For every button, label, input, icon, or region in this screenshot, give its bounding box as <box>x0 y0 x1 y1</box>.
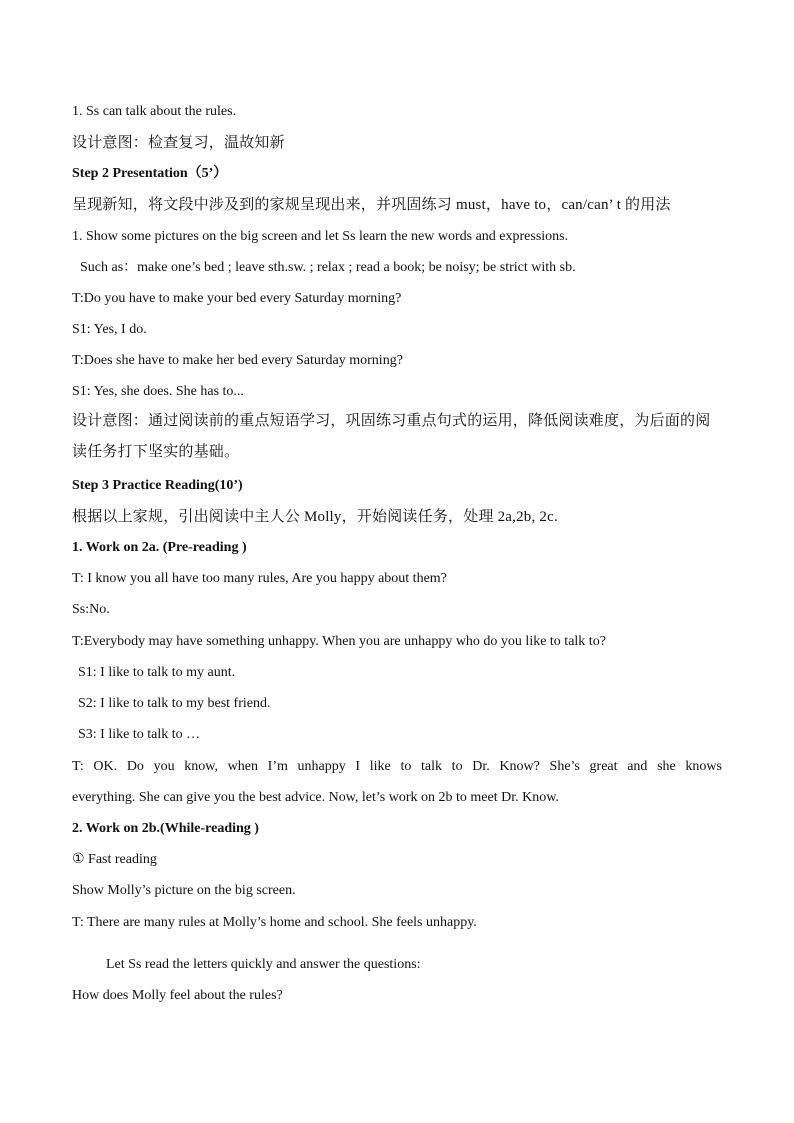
dialogue-student-answer-2: S1: Yes, she does. She has to... <box>72 384 244 399</box>
students-answer: Ss:No. <box>72 602 110 617</box>
step2-heading: Step 2 Presentation（5’） <box>72 166 228 181</box>
read-letters-instruction: Let Ss read the letters quickly and answer the questions: <box>106 957 421 972</box>
molly-feel-question: How does Molly feel about the rules? <box>72 988 283 1003</box>
design-intent-review: 设计意图：检查复习，温故知新 <box>72 135 285 151</box>
dialogue-teacher-question-2: T:Does she have to make her bed every Saturday morning? <box>72 353 403 368</box>
dialogue-student-answer-1: S1: Yes, I do. <box>72 322 147 337</box>
step3-heading: Step 3 Practice Reading(10’) <box>72 478 243 493</box>
presentation-description: 呈现新知，将文段中涉及到的家规呈现出来，并巩固练习 must，have to，can/can’ t 的用法 <box>72 197 671 213</box>
student2-answer: S2: I like to talk to my best friend. <box>78 696 271 711</box>
show-molly-picture: Show Molly’s picture on the big screen. <box>72 883 296 898</box>
teacher-unhappy-question: T:Everybody may have something unhappy. When you are unhappy who do you like to talk to? <box>72 634 606 649</box>
work-on-2b-heading: 2. Work on 2b.(While-reading ) <box>72 821 259 836</box>
reading-task-intro: 根据以上家规，引出阅读中主人公 Molly，开始阅读任务，处理 2a,2b, 2c. <box>72 509 558 525</box>
work-on-2a-heading: 1. Work on 2a. (Pre-reading ) <box>72 540 247 555</box>
teacher-molly-rules: T: There are many rules at Molly’s home and school. She feels unhappy. <box>72 915 477 930</box>
teacher-dr-know-line-1: T: OK. Do you know, when I’m unhappy I like to talk to Dr. Know? She’s great and she knows <box>72 759 722 774</box>
expressions-examples: Such as：make one’s bed ; leave sth.sw. ; relax ; read a book; be noisy; be strict with sb. <box>80 260 576 275</box>
objective-line: 1. Ss can talk about the rules. <box>72 104 237 119</box>
teacher-dr-know-line-2: everything. She can give you the best advice. Now, let’s work on 2b to meet Dr. Know. <box>72 790 559 805</box>
dialogue-teacher-question-1: T:Do you have to make your bed every Saturday morning? <box>72 291 402 306</box>
teacher-rules-question: T: I know you all have too many rules, Are you happy about them? <box>72 571 447 586</box>
design-intent-reading: 设计意图：通过阅读前的重点短语学习，巩固练习重点句式的运用，降低阅读难度，为后面的阅读任务打下坚实的基础。 <box>72 413 711 460</box>
student1-answer: S1: I like to talk to my aunt. <box>78 665 236 680</box>
student3-answer: S3: I like to talk to … <box>78 727 201 742</box>
fast-reading-label: ① Fast reading <box>72 852 157 867</box>
show-pictures-instruction: 1. Show some pictures on the big screen and let Ss learn the new words and expressions. <box>72 229 569 244</box>
